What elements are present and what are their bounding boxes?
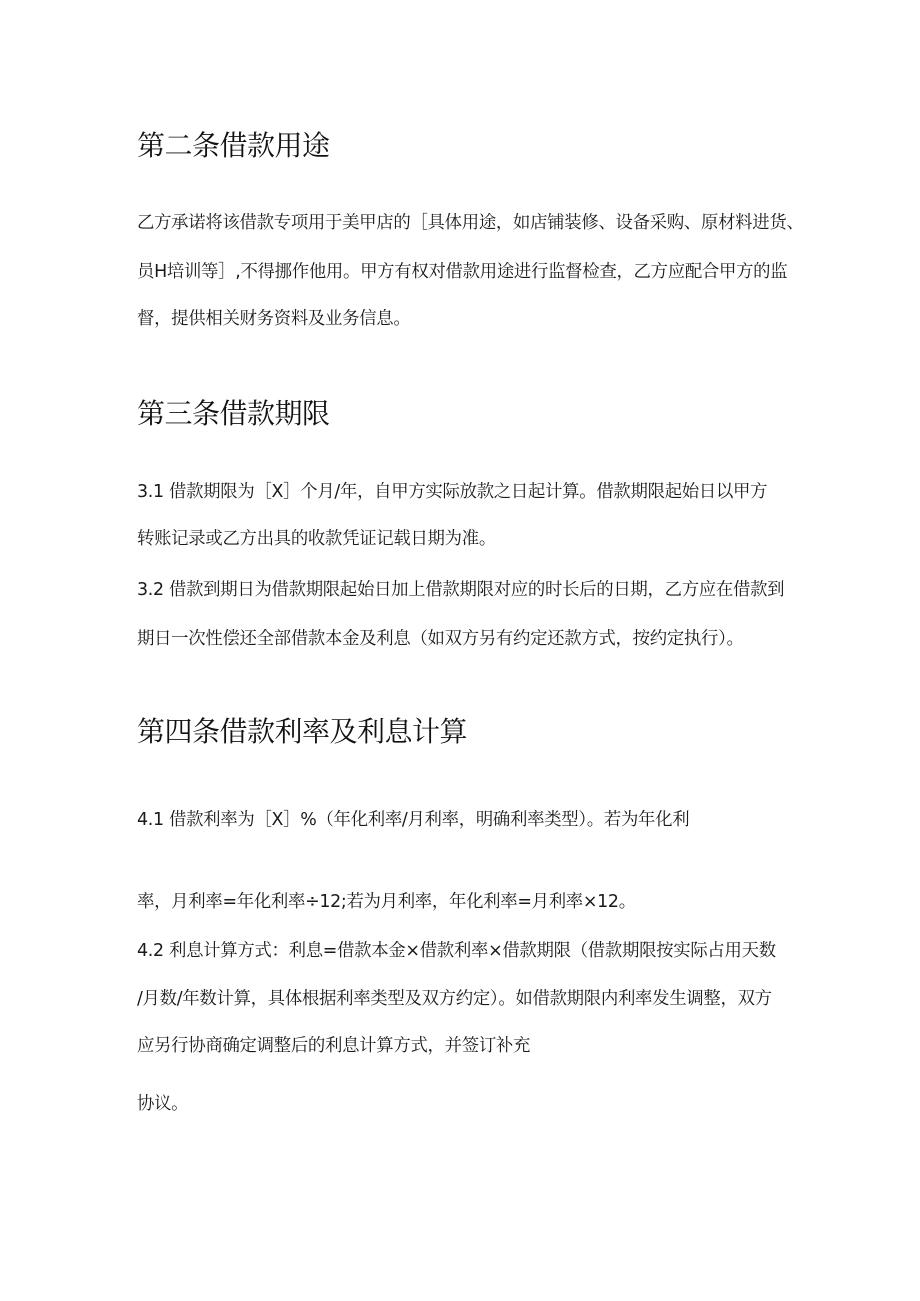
section-4-line-1: 4.1 借款利率为［X］%（年化利率/月利率，明确利率类型）。若为年化利 [137, 810, 690, 830]
section-3-line-3: 3.2 借款到期日为借款期限起始日加上借款期限对应的时长后的日期，乙方应在借款到 [137, 580, 785, 600]
section-heading-3: 第三条借款期限 [137, 397, 330, 430]
section-4-line-4: /月数/年数计算，具体根据利率类型及双方约定）。如借款期限内利率发生调整，双方 [137, 989, 772, 1009]
section-4-line-3: 4.2 利息计算方式：利息=借款本金×借款利率×借款期限（借款期限按实际占用天数 [137, 941, 776, 961]
section-heading-4: 第四条借款利率及利息计算 [137, 715, 468, 748]
section-3-line-2: 转账记录或乙方出具的收款凭证记载日期为准。 [137, 529, 496, 549]
section-heading-2: 第二条借款用途 [137, 129, 330, 162]
section-3-line-4: 期日一次性偿还全部借款本金及利息（如双方另有约定还款方式，按约定执行）。 [137, 629, 744, 649]
section-2-line-1: 乙方承诺将该借款专项用于美甲店的［具体用途，如店铺装修、设备采购、原材料进货、 [137, 213, 804, 233]
section-4-line-5: 应另行协商确定调整后的利息计算方式，并签订补充 [137, 1036, 531, 1056]
section-3-line-1: 3.1 借款期限为［X］个月/年，自甲方实际放款之日起计算。借款期限起始日以甲方 [137, 482, 768, 502]
section-4-line-2: 率，月利率=年化利率÷12;若为月利率，年化利率=月利率×12。 [137, 892, 636, 912]
section-2-line-3: 督，提供相关财务资料及业务信息。 [137, 309, 411, 329]
section-4-line-6: 协议。 [137, 1094, 189, 1114]
section-2-line-2: 员H培训等］,不得挪作他用。甲方有权对借款用途进行监督检查，乙方应配合甲方的监 [137, 262, 788, 282]
